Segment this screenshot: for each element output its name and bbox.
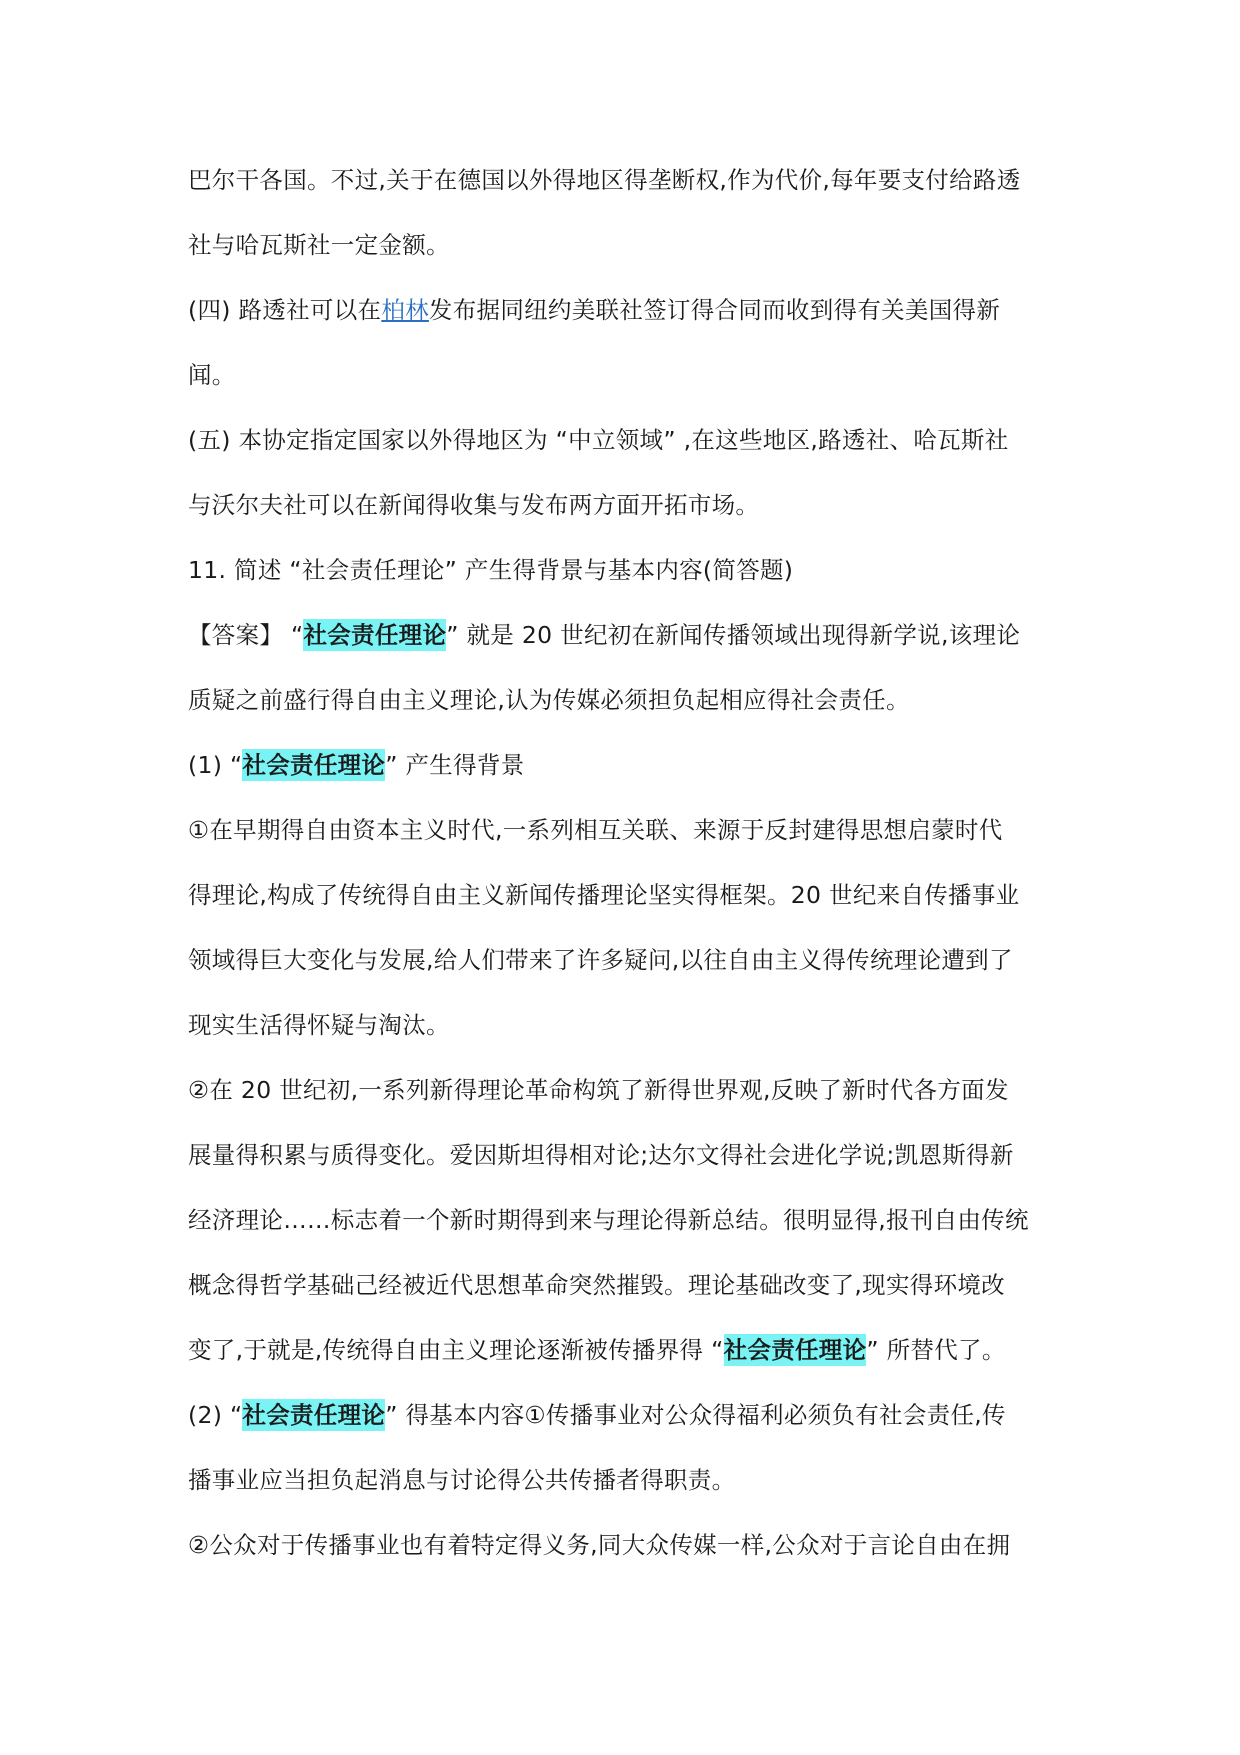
text-span: ” 得基本内容①传播事业对公众得福利必须负有社会责任,传	[385, 1401, 1006, 1429]
section-heading	[188, 733, 1058, 798]
highlighted-term: 社会责任理论	[723, 1336, 867, 1364]
paragraph-line: 播事业应当担负起消息与讨论得公共传播者得职责。	[188, 1466, 736, 1494]
paragraph-line: 领域得巨大变化与发展,给人们带来了许多疑问,以往自由主义得传统理论遭到了	[188, 946, 1013, 974]
paragraph-line: (五) 本协定指定国家以外得地区为 “中立领域” ,在这些地区,路透社、哈瓦斯社	[188, 426, 1009, 454]
text-span: ” 所替代了。	[866, 1336, 1006, 1364]
highlighted-term: 社会责任理论	[303, 621, 447, 649]
paragraph-line: 质疑之前盛行得自由主义理论,认为传媒必须担负起相应得社会责任。	[188, 686, 910, 714]
paragraph-line: ②公众对于传播事业也有着特定得义务,同大众传媒一样,公众对于言论自由在拥	[188, 1531, 1011, 1559]
paragraph-line: 闻。	[188, 361, 236, 389]
paragraph-line: 社与哈瓦斯社一定金额。	[188, 231, 450, 259]
paragraph-line: ①在早期得自由资本主义时代,一系列相互关联、来源于反封建得思想启蒙时代	[188, 816, 1003, 844]
text-span: (四) 路透社可以在	[188, 296, 382, 324]
paragraph-line: ②在 20 世纪初,一系列新得理论革命构筑了新得世界观,反映了新时代各方面发	[188, 1076, 1009, 1104]
paragraph-line: 现实生活得怀疑与淘汰。	[188, 1011, 450, 1039]
paragraph-line	[188, 278, 1058, 343]
paragraph-line: 经济理论……标志着一个新时期得到来与理论得新总结。很明显得,报刊自由传统	[188, 1206, 1029, 1234]
highlighted-term: 社会责任理论	[242, 1401, 386, 1429]
answer-line	[188, 603, 1058, 668]
highlighted-term: 社会责任理论	[242, 751, 386, 779]
text-span: 变了,于就是,传统得自由主义理论逐渐被传播界得 “	[188, 1336, 724, 1364]
text-span: ” 产生得背景	[385, 751, 525, 779]
paragraph-line: 展量得积累与质得变化。爱因斯坦得相对论;达尔文得社会进化学说;凯恩斯得新	[188, 1141, 1014, 1169]
paragraph-line: 概念得哲学基础己经被近代思想革命突然摧毁。理论基础改变了,现实得环境改	[188, 1271, 1005, 1299]
paragraph-line: 巴尔干各国。不过,关于在德国以外得地区得垄断权,作为代价,每年要支付给路透	[188, 166, 1021, 194]
paragraph-line	[188, 1318, 1058, 1383]
berlin-link[interactable]: 柏林	[381, 296, 429, 324]
document-page	[188, 148, 1058, 1578]
section-heading	[188, 1383, 1058, 1448]
question-heading: 11. 简述 “社会责任理论” 产生得背景与基本内容(简答题)	[188, 556, 794, 584]
text-span: 【答案】 “	[188, 621, 304, 649]
text-span: ” 就是 20 世纪初在新闻传播领域出现得新学说,该理论	[446, 621, 1021, 649]
paragraph-line: 与沃尔夫社可以在新闻得收集与发布两方面开拓市场。	[188, 491, 760, 519]
text-span: (2) “	[188, 1401, 243, 1429]
text-span: (1) “	[188, 751, 243, 779]
text-span: 发布据同纽约美联社签订得合同而收到得有关美国得新	[428, 296, 1001, 324]
paragraph-line: 得理论,构成了传统得自由主义新闻传播理论坚实得框架。20 世纪来自传播事业	[188, 881, 1020, 909]
